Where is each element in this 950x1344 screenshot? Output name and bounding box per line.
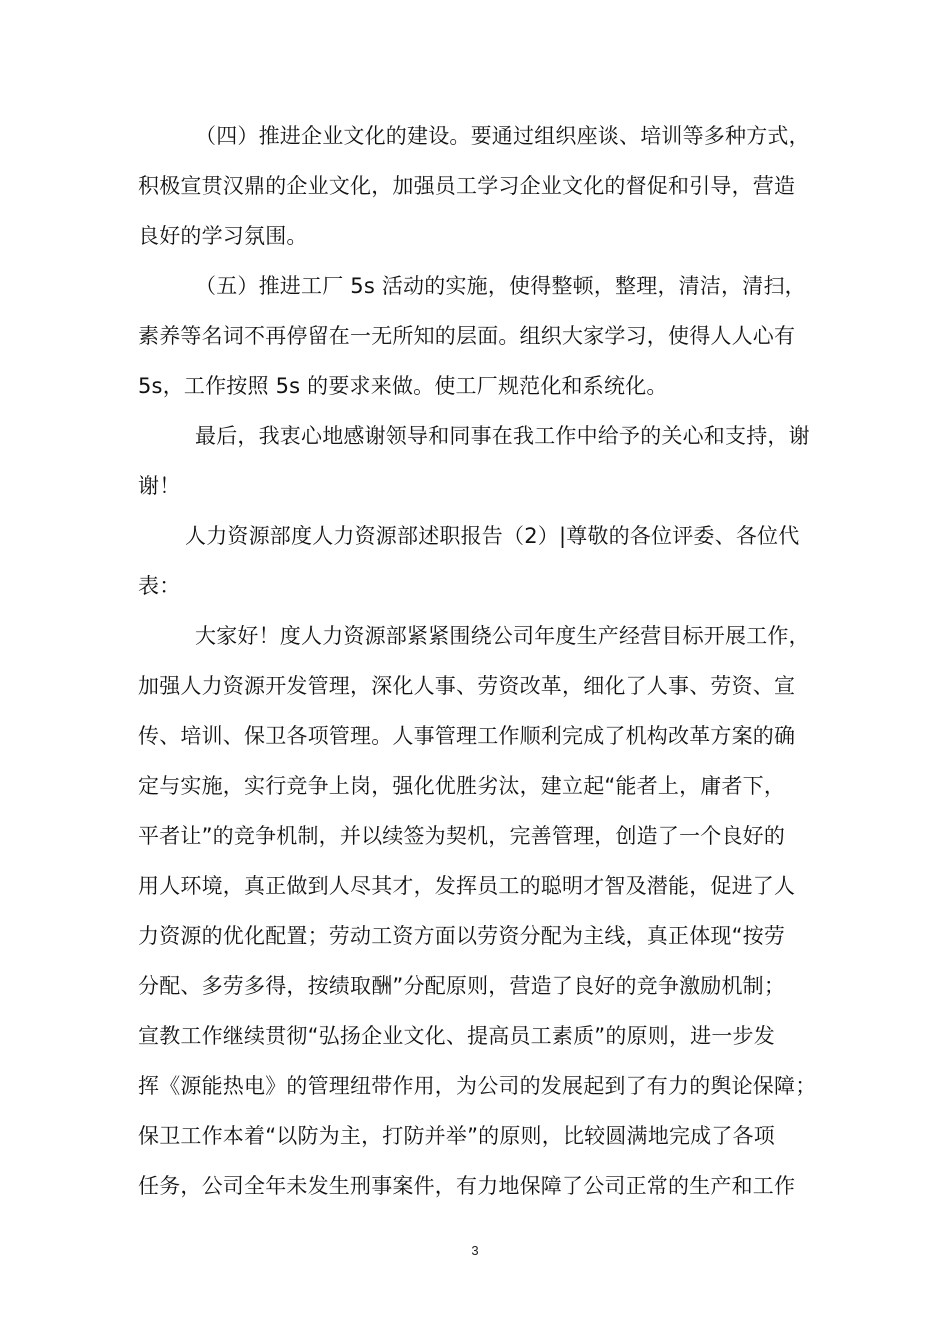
text-line: 传、培训、保卫各项管理。人事管理工作顺利完成了机构改革方案的确 [138, 724, 796, 748]
text-line: 表： [138, 574, 181, 598]
page-number: 3 [471, 1243, 479, 1258]
text-line: 平者让”的竞争机制，并以续签为契机，完善管理，创造了一个良好的 [138, 824, 786, 848]
text-line: 力资源的优化配置；劳动工资方面以劳资分配为主线，真正体现“按劳 [138, 924, 786, 948]
text-line: 保卫工作本着“以防为主，打防并举”的原则，比较圆满地完成了各项 [138, 1124, 775, 1148]
text-line: （五）推进工厂 5s 活动的实施，使得整顿，整理，清洁，清扫， [195, 274, 806, 298]
text-line: 用人环境，真正做到人尽其才，发挥员工的聪明才智及潜能，促进了人 [138, 874, 796, 898]
text-line: 定与实施，实行竞争上岗，强化优胜劣汰，建立起“能者上，庸者下， [138, 774, 786, 798]
text-line: 积极宣贯汉鼎的企业文化，加强员工学习企业文化的督促和引导，营造 [138, 174, 796, 198]
text-line: 5s，工作按照 5s 的要求来做。使工厂规范化和系统化。 [138, 374, 668, 398]
text-line: 任务，公司全年未发生刑事案件，有力地保障了公司正常的生产和工作 [138, 1174, 796, 1198]
text-line: （四）推进企业文化的建设。要通过组织座谈、培训等多种方式， [195, 124, 810, 148]
text-line: 素养等名词不再停留在一无所知的层面。组织大家学习，使得人人心有 [138, 324, 796, 348]
section-heading-line: 人力资源部度人力资源部述职报告（2）|尊敬的各位评委、各位代 [185, 524, 800, 548]
text-line: 宣教工作继续贯彻“弘扬企业文化、提高员工素质”的原则，进一步发 [138, 1024, 775, 1048]
text-line: 最后，我衷心地感谢领导和同事在我工作中给予的关心和支持，谢 [195, 424, 810, 448]
text-line: 挥《源能热电》的管理纽带作用，为公司的发展起到了有力的舆论保障； [138, 1074, 817, 1098]
text-line: 分配、多劳多得，按绩取酬”分配原则，营造了良好的竞争激励机制； [138, 974, 786, 998]
text-line: 谢！ [138, 474, 181, 498]
text-line: 加强人力资源开发管理，深化人事、劳资改革，细化了人事、劳资、宣 [138, 674, 796, 698]
text-line: 良好的学习氛围。 [138, 224, 308, 248]
text-line: 大家好！度人力资源部紧紧围绕公司年度生产经营目标开展工作， [195, 624, 810, 648]
